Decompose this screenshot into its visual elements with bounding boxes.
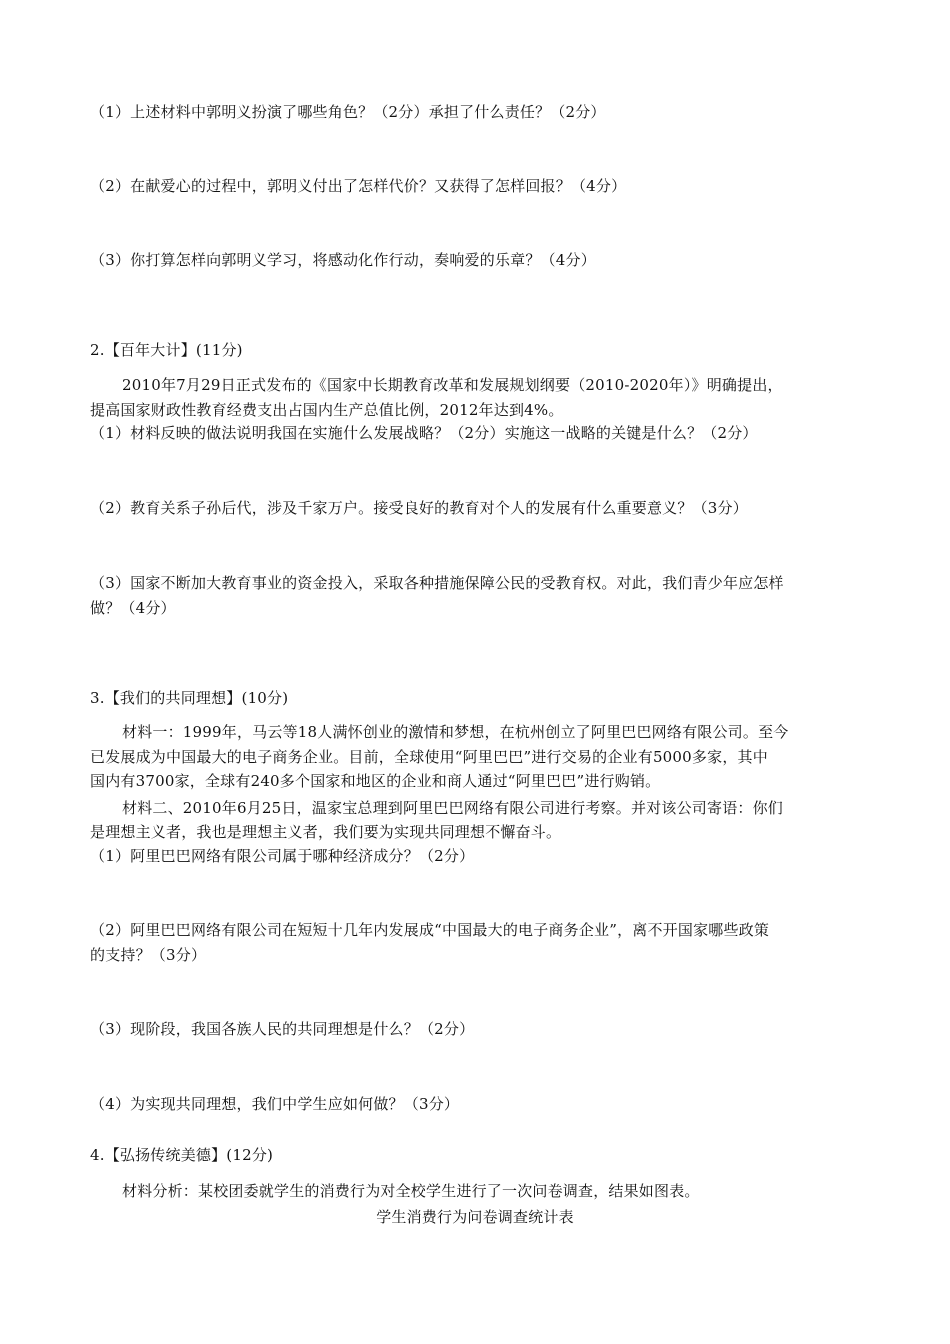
section-2-heading: 2.【百年大计】(11分)	[90, 341, 243, 359]
question-2-2: （2）教育关系子孙后代，涉及千家万户。接受良好的教育对个人的发展有什么重要意义？（3分）	[90, 499, 748, 517]
question-1-1: （1）上述材料中郭明义扮演了哪些角色？（2分）承担了什么责任？（2分）	[90, 103, 606, 121]
question-3-1: （1）阿里巴巴网络有限公司属于哪种经济成分？（2分）	[90, 847, 475, 865]
question-2-3-continued: 做？（4分）	[90, 599, 176, 617]
section-2-material-line: 提高国家财政性教育经费支出占国内生产总值比例，2012年达到4%。	[90, 401, 564, 419]
section-3-material-1-line: 材料一：1999年，马云等18人满怀创业的激情和梦想，在杭州创立了阿里巴巴网络有限公司。至今	[122, 723, 789, 741]
question-2-3: （3）国家不断加大教育事业的资金投入，采取各种措施保障公民的受教育权。对此，我们青少年应怎样	[90, 574, 784, 592]
section-3-heading: 3.【我们的共同理想】(10分)	[90, 689, 289, 707]
section-4-material: 材料分析：某校团委就学生的消费行为对全校学生进行了一次问卷调查，结果如图表。	[122, 1182, 700, 1200]
section-3-material-2-line: 材料二、2010年6月25日，温家宝总理到阿里巴巴网络有限公司进行考察。并对该公司寄语：你们	[122, 799, 784, 817]
question-2-1: （1）材料反映的做法说明我国在实施什么发展战略？（2分）实施这一战略的关键是什么？（2分）	[90, 424, 758, 442]
section-3-material-1-line: 国内有3700家，全球有240多个国家和地区的企业和商人通过“阿里巴巴”进行购销。	[90, 772, 661, 790]
section-3-material-2-line: 是理想主义者，我也是理想主义者，我们要为实现共同理想不懈奋斗。	[90, 823, 562, 841]
table-title: 学生消费行为问卷调查统计表	[376, 1208, 574, 1226]
section-2-material-line: 2010年7月29日正式发布的《国家中长期教育改革和发展规划纲要（2010-2020年）》明确提出，	[122, 376, 783, 394]
section-4-heading: 4.【弘扬传统美德】(12分)	[90, 1146, 274, 1164]
question-3-3: （3）现阶段，我国各族人民的共同理想是什么？（2分）	[90, 1020, 475, 1038]
question-1-3: （3）你打算怎样向郭明义学习，将感动化作行动，奏响爱的乐章？（4分）	[90, 251, 596, 269]
question-3-2-continued: 的支持？（3分）	[90, 946, 207, 964]
question-1-2: （2）在献爱心的过程中，郭明义付出了怎样代价？又获得了怎样回报？（4分）	[90, 177, 627, 195]
question-3-2: （2）阿里巴巴网络有限公司在短短十几年内发展成“中国最大的电子商务企业”，离不开国家哪些政策	[90, 921, 770, 939]
question-3-4: （4）为实现共同理想，我们中学生应如何做？（3分）	[90, 1095, 460, 1113]
section-3-material-1-line: 已发展成为中国最大的电子商务企业。目前，全球使用“阿里巴巴”进行交易的企业有5000多家，其中	[90, 748, 768, 766]
